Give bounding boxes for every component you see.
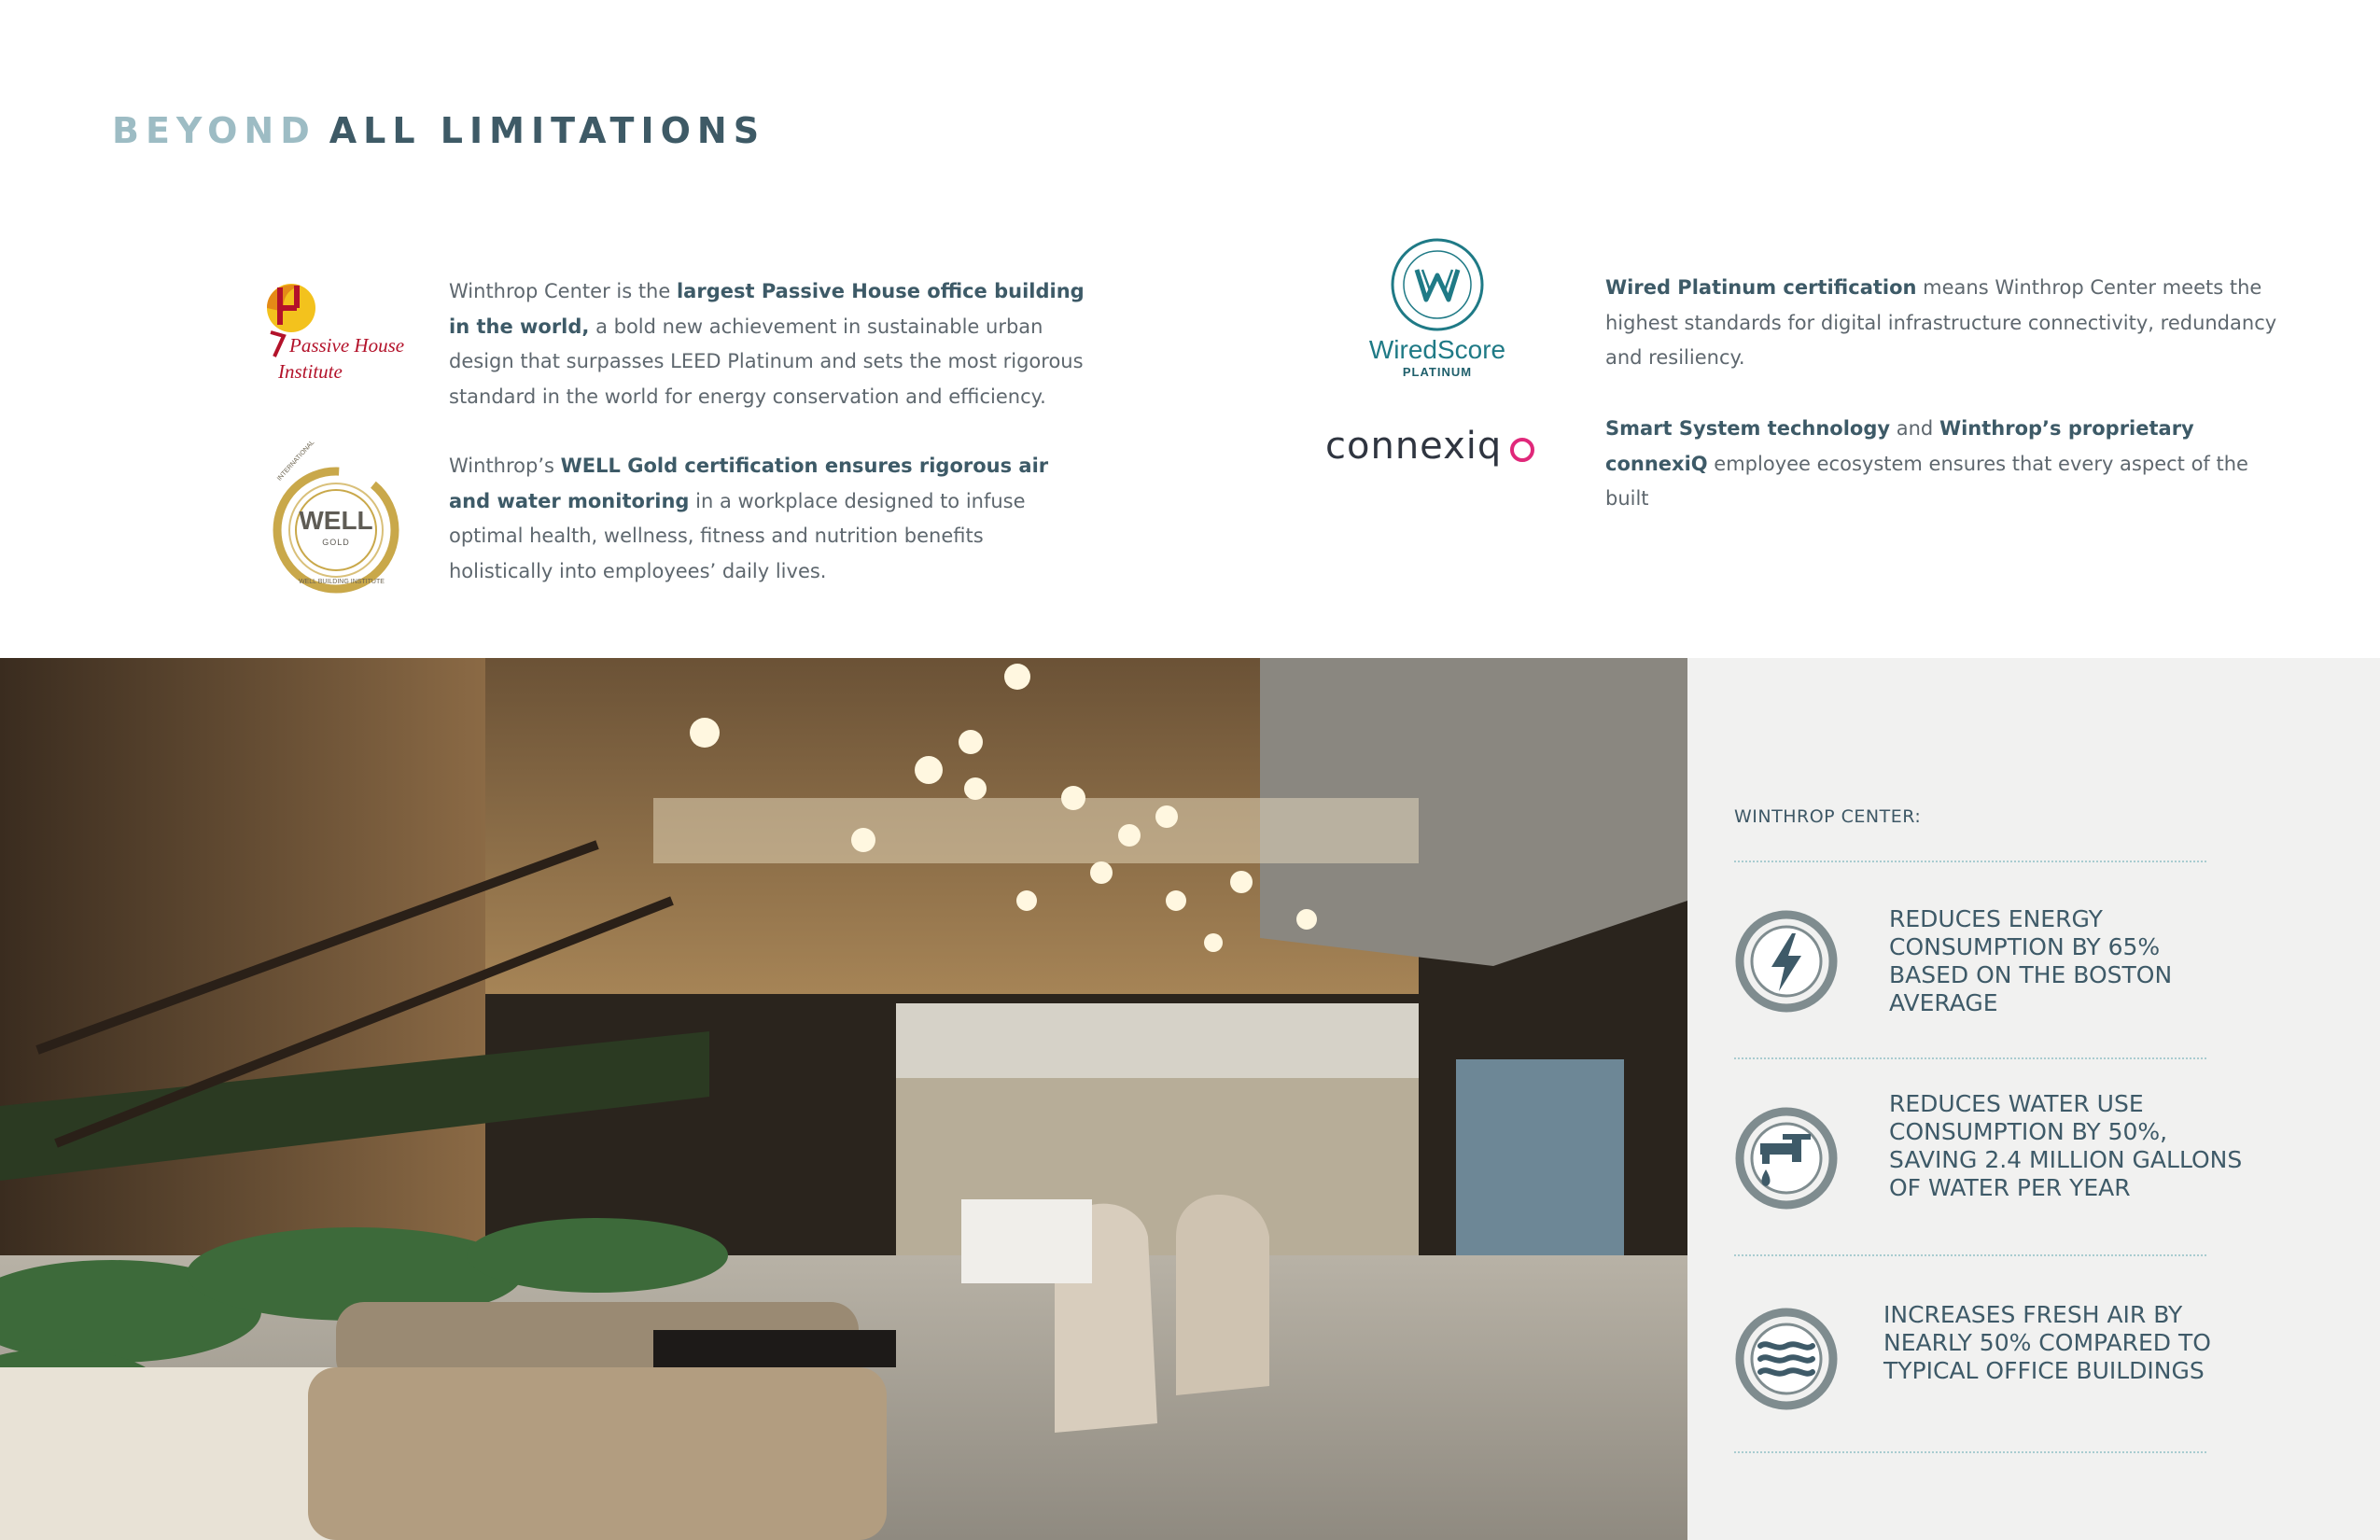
stat-energy-text: REDUCES ENERGY CONSUMPTION BY 65% BASED ON THE BOSTON AVERAGE [1889,905,2173,1016]
wired-paragraph [1605,271,2277,376]
passive-house-logo [254,280,422,390]
air-waves-icon [1734,1307,1839,1411]
smart-system-paragraph [1605,412,2296,517]
wiredscore-tier: PLATINUM [1402,365,1473,379]
well-ring-bottom: WELL BUILDING INSTITUTE [299,579,385,585]
panel-label: WINTHROP CENTER: [1734,806,1922,827]
passive-text-1: Winthrop Center is the [449,280,677,302]
wired-text-bold: Wired Platinum certification [1605,276,1917,299]
well-paragraph [449,449,1065,589]
connexiq-logo [1325,425,1549,471]
connexiq-accent-icon [1510,438,1534,462]
well-sub-text: GOLD [322,538,350,547]
passive-house-paragraph [449,274,1093,414]
passive-house-name: Passive House [289,334,405,357]
divider [1734,861,2206,862]
wiredscore-seal-icon [1363,238,1512,331]
wiredscore-logo [1363,238,1512,383]
smart-text-bold-1: Smart System technology [1605,417,1891,440]
stat-water-text: REDUCES WATER USE CONSUMPTION BY 50%, SAVING 2.4 MILLION GALLONS OF WATER PER YEAR [1889,1090,2243,1201]
lobby-photo [0,658,1687,1540]
divider [1734,1057,2206,1059]
well-text-bold: WELL Gold certification ensures rigorous air and water monitoring [449,455,1049,512]
passive-house-institute: Institute [278,360,343,383]
lightning-icon [1734,909,1839,1014]
well-gold-logo [271,439,401,595]
wired-text-1: means Winthrop Center meets the highest standards for digital infrastructure connectivity, redundancy and resiliency. [1605,276,2277,369]
title-light: BEYOND [112,110,316,151]
passive-text-2: a bold new achievement in sustainable urban design that surpasses LEED Platinum and sets the most rigorous standard in the world for energy conservation and efficiency. [449,315,1084,408]
well-text-2: in a workplace designed to infuse optimal health, wellness, fitness and nutrition benefits holistically into employees’ daily lives. [449,489,1026,582]
title-dark: ALL LIMITATIONS [329,110,766,151]
passive-text-bold: largest Passive House office building in the world, [449,280,1085,338]
smart-text-2: employee ecosystem ensures that every aspect of the built [1605,452,2248,510]
well-text-1: Winthrop’s [449,455,561,477]
well-main-text: WELL [299,506,373,535]
smart-text-bold-2: Winthrop’s proprietary connexiQ [1605,417,2194,475]
well-ring-top: INTERNATIONAL [276,439,316,483]
stat-air-text: INCREASES FRESH AIR BY NEARLY 50% COMPARED TO TYPICAL OFFICE BUILDINGS [1883,1301,2211,1384]
smart-text-1: and [1890,417,1939,440]
water-faucet-icon [1734,1106,1839,1211]
wiredscore-name: WiredScore [1368,335,1506,364]
connexiq-wordmark: connexiq [1325,425,1503,468]
lobby-illustration [0,658,1687,1540]
divider [1734,1254,2206,1256]
page-title [112,110,765,151]
divider [1734,1451,2206,1453]
